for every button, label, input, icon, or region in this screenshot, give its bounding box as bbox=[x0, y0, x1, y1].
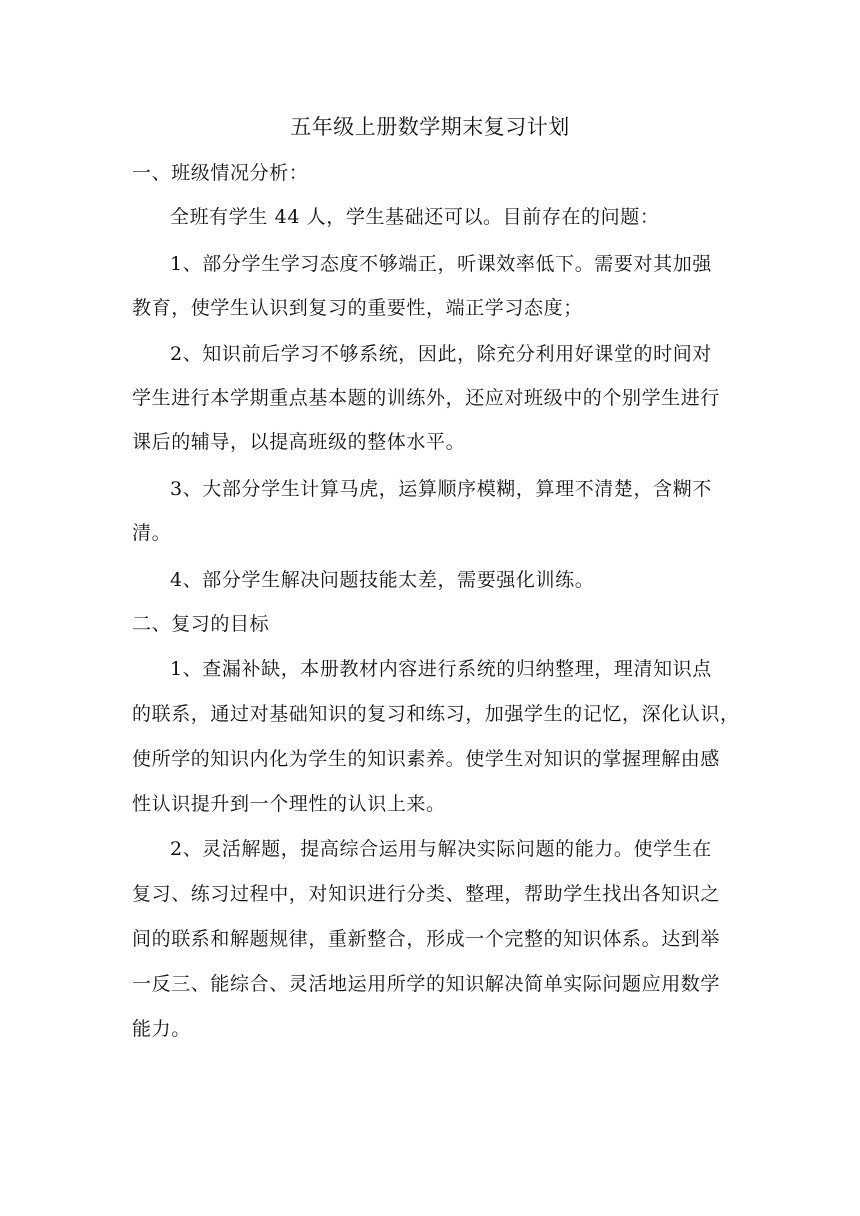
paragraph-line: 学生进行本学期重点基本题的训练外，还应对班级中的个别学生进行 bbox=[132, 387, 721, 409]
paragraph-line: 能力。 bbox=[132, 1018, 191, 1040]
paragraph-line: 全班有学生 44 人，学生基础还可以。目前存在的问题： bbox=[170, 206, 660, 228]
paragraph-line: 一反三、能综合、灵活地运用所学的知识解决简单实际问题应用数学 bbox=[132, 973, 721, 995]
paragraph-line: 间的联系和解题规律，重新整合，形成一个完整的知识体系。达到举 bbox=[132, 928, 721, 950]
paragraph-line: 的联系，通过对基础知识的复习和练习，加强学生的记忆，深化认识， bbox=[132, 703, 740, 725]
paragraph-line: 性认识提升到一个理性的认识上来。 bbox=[132, 793, 446, 815]
paragraph-line: 课后的辅导，以提高班级的整体水平。 bbox=[132, 431, 466, 453]
paragraph-line: 教育，使学生认识到复习的重要性，端正学习态度； bbox=[132, 297, 583, 319]
document-title: 五年级上册数学期末复习计划 bbox=[290, 115, 570, 139]
paragraph-line: 使所学的知识内化为学生的知识素养。使学生对知识的掌握理解由感 bbox=[132, 748, 721, 770]
paragraph-line: 2、灵活解题，提高综合运用与解决实际问题的能力。使学生在 bbox=[170, 838, 712, 860]
paragraph-line: 2、知识前后学习不够系统，因此，除充分利用好课堂的时间对 bbox=[170, 343, 712, 365]
paragraph-line: 清。 bbox=[132, 522, 172, 544]
paragraph-line: 1、查漏补缺，本册教材内容进行系统的归纳整理，理清知识点 bbox=[170, 658, 712, 680]
paragraph-line: 3、大部分学生计算马虎，运算顺序模糊，算理不清楚，含糊不 bbox=[170, 478, 712, 500]
paragraph-line: 1、部分学生学习态度不够端正，听课效率低下。需要对其加强 bbox=[170, 253, 712, 275]
section-heading: 一、班级情况分析： bbox=[132, 162, 309, 184]
paragraph-line: 复习、练习过程中，对知识进行分类、整理，帮助学生找出各知识之 bbox=[132, 883, 721, 905]
paragraph-line: 4、部分学生解决问题技能太差，需要强化训练。 bbox=[170, 569, 595, 591]
section-heading: 二、复习的目标 bbox=[132, 613, 270, 635]
